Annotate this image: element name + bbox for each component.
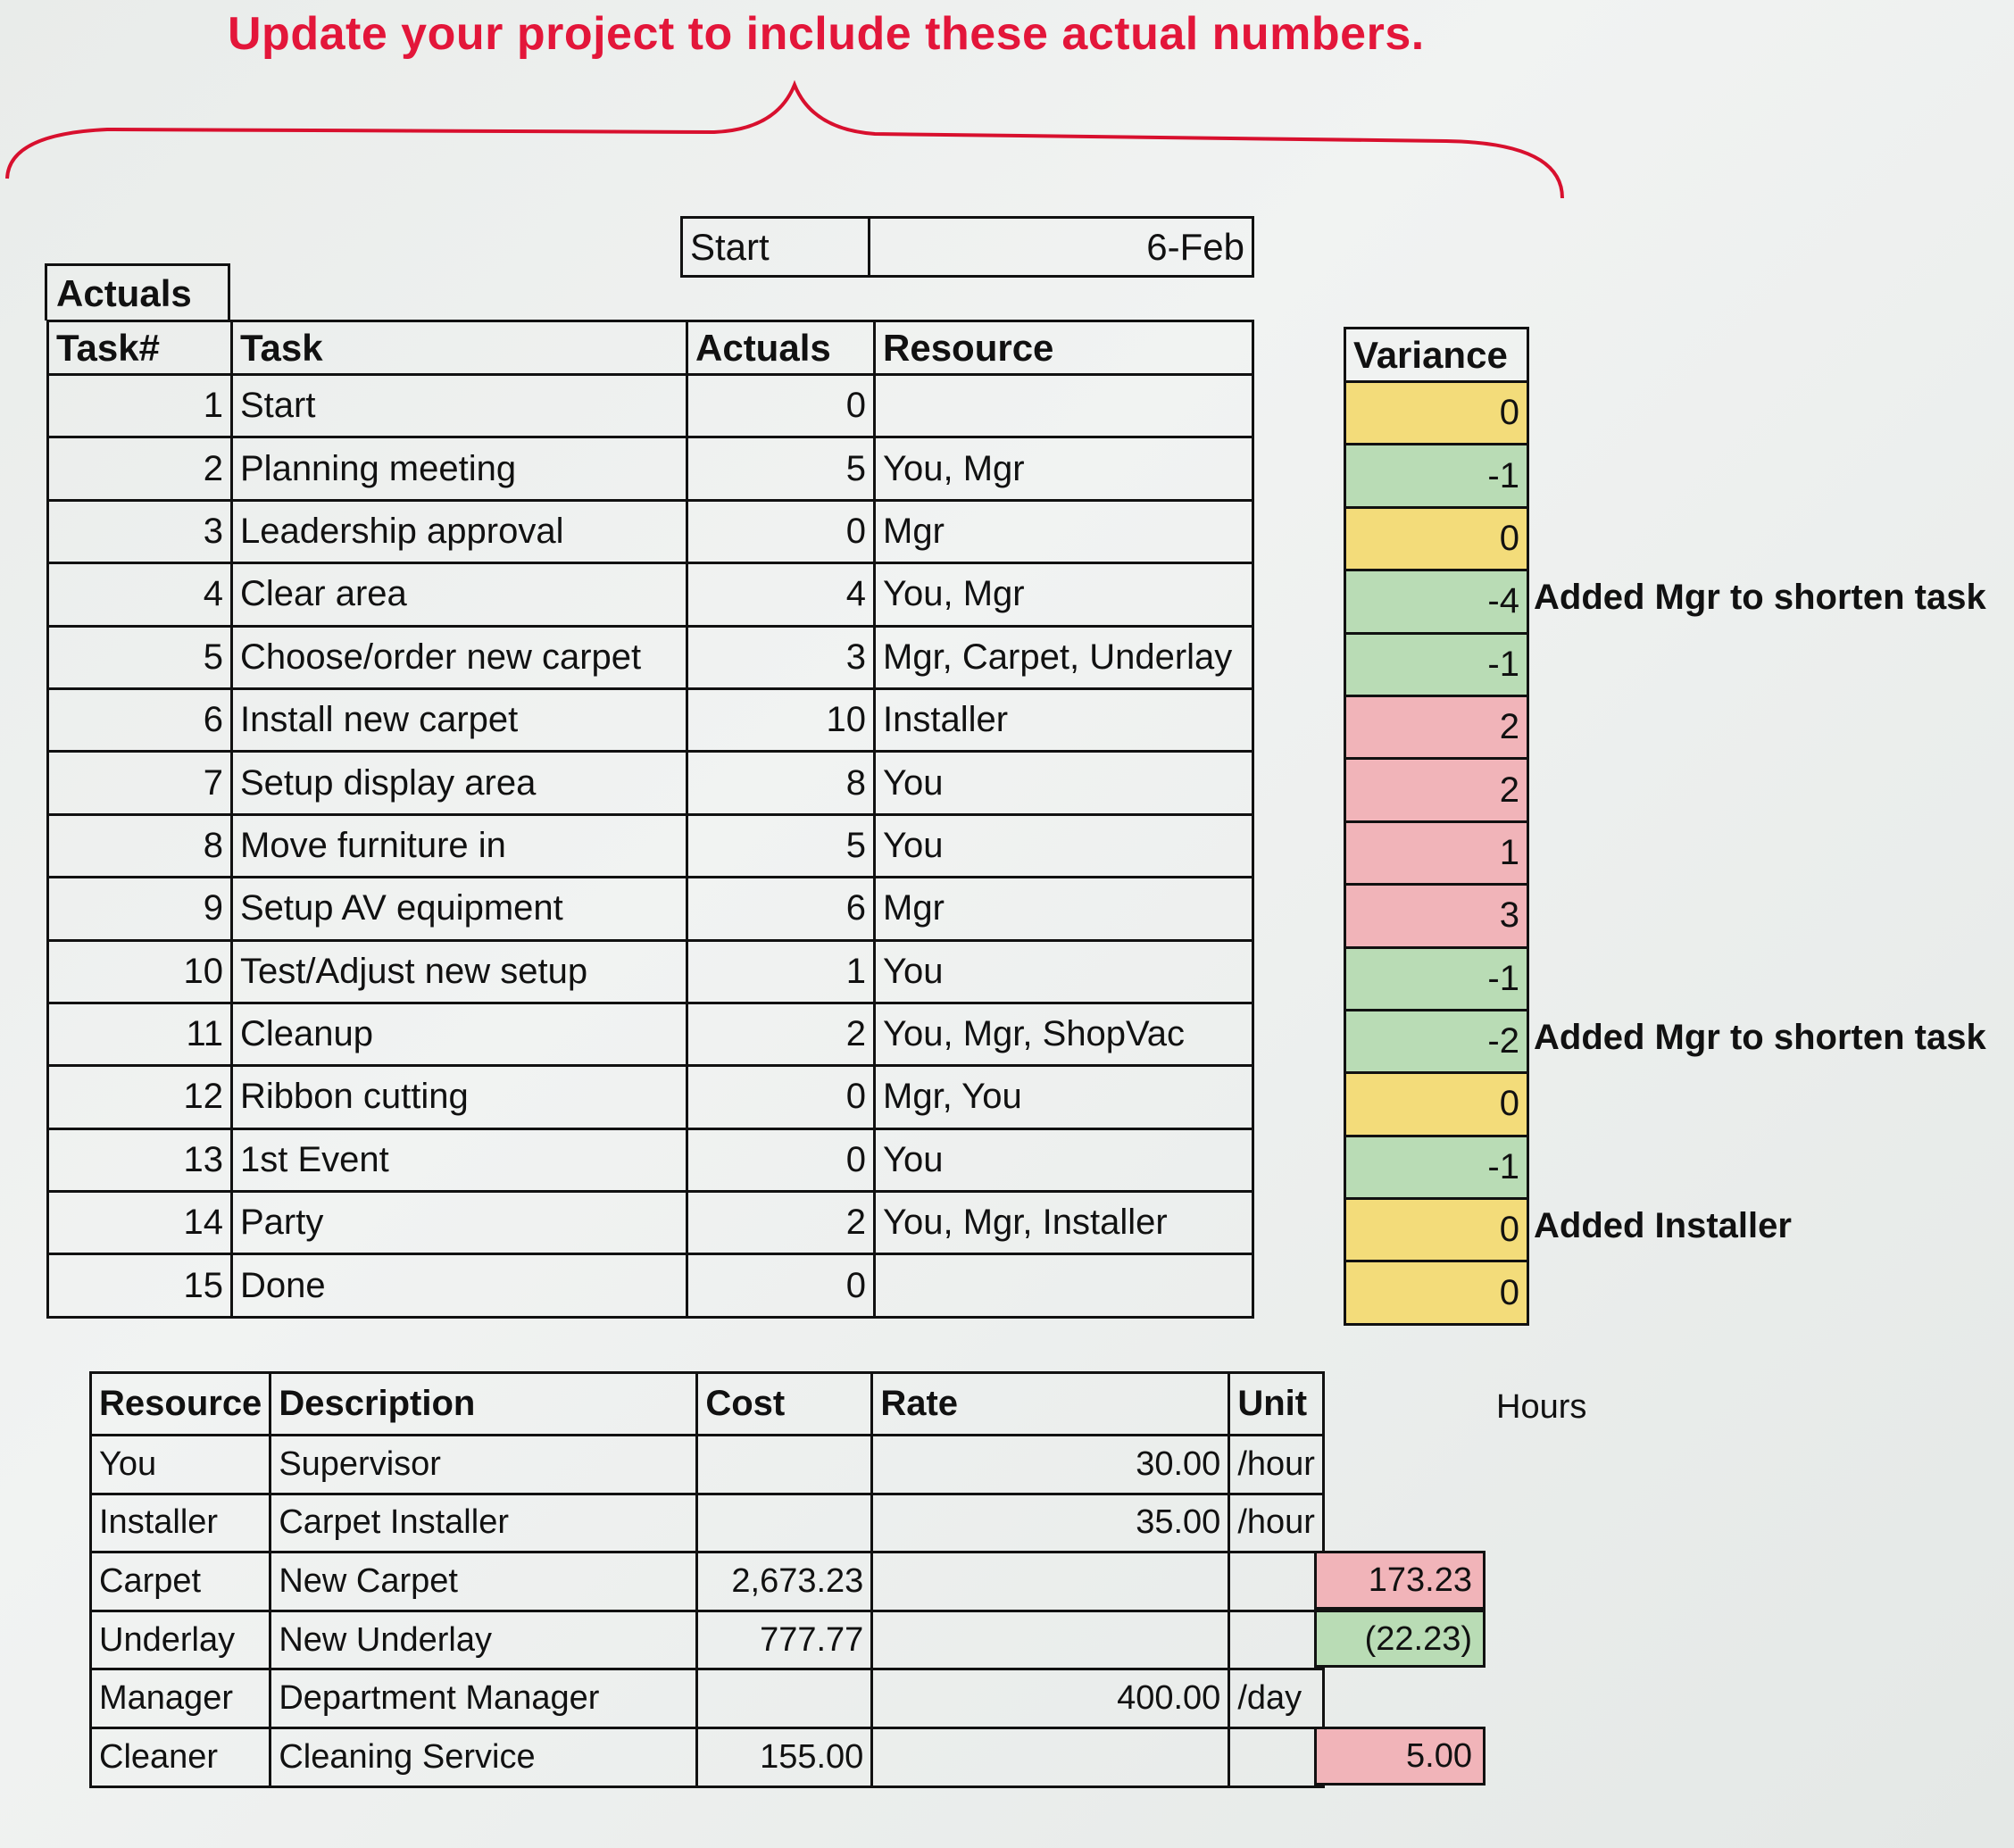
task-number: 15 xyxy=(48,1254,232,1317)
task-number: 8 xyxy=(48,814,232,877)
task-name: Done xyxy=(232,1254,687,1317)
task-resource: Mgr xyxy=(875,878,1253,940)
header-actuals: Actuals xyxy=(687,321,875,375)
task-actuals: 5 xyxy=(687,814,875,877)
task-resource: Mgr xyxy=(875,500,1253,562)
resource-description: Supervisor xyxy=(270,1436,697,1494)
task-row xyxy=(48,437,1253,500)
task-row xyxy=(48,688,1253,751)
cost-variance-cell: 5.00 xyxy=(1314,1727,1486,1786)
resource-unit xyxy=(1229,1611,1324,1669)
task-row xyxy=(48,814,1253,877)
actuals-section-label: Actuals xyxy=(45,263,230,320)
hours-label: Hours xyxy=(1496,1388,1587,1426)
task-number: 14 xyxy=(48,1192,232,1254)
resource-row xyxy=(91,1669,1324,1728)
task-number: 7 xyxy=(48,752,232,814)
task-number: 10 xyxy=(48,940,232,1003)
task-name: Choose/order new carpet xyxy=(232,626,687,688)
variance-value: 0 xyxy=(1345,1073,1528,1136)
task-resource: You, Mgr, ShopVac xyxy=(875,1003,1253,1065)
header-cost: Cost xyxy=(697,1373,872,1436)
task-row xyxy=(48,626,1253,688)
task-resource: You xyxy=(875,814,1253,877)
variance-value: 1 xyxy=(1345,821,1528,884)
start-label: Start xyxy=(682,218,870,277)
resource-description: Carpet Installer xyxy=(270,1494,697,1552)
task-name: Move furniture in xyxy=(232,814,687,877)
task-name: Ribbon cutting xyxy=(232,1066,687,1128)
resource-name: You xyxy=(91,1436,270,1494)
variance-row xyxy=(1345,1010,1528,1072)
task-resource xyxy=(875,1254,1253,1317)
resource-table-header xyxy=(91,1373,1324,1436)
task-number: 9 xyxy=(48,878,232,940)
variance-row xyxy=(1345,695,1528,758)
resource-table xyxy=(89,1371,1325,1788)
task-row xyxy=(48,878,1253,940)
header-resource-name: Resource xyxy=(91,1373,270,1436)
cost-variance-cell: 173.23 xyxy=(1314,1551,1486,1610)
task-actuals: 6 xyxy=(687,878,875,940)
task-name: Setup AV equipment xyxy=(232,878,687,940)
task-resource xyxy=(875,375,1253,437)
resource-name: Underlay xyxy=(91,1611,270,1669)
resource-rate xyxy=(872,1552,1229,1611)
resource-unit: /hour xyxy=(1229,1494,1324,1552)
variance-value: 0 xyxy=(1345,507,1528,570)
task-name: Leadership approval xyxy=(232,500,687,562)
resource-rate: 400.00 xyxy=(872,1669,1229,1728)
variance-value: -1 xyxy=(1345,445,1528,507)
task-row xyxy=(48,1066,1253,1128)
start-date: 6-Feb xyxy=(870,218,1253,277)
variance-row xyxy=(1345,1261,1528,1324)
task-name: Clear area xyxy=(232,563,687,626)
resource-rate: 30.00 xyxy=(872,1436,1229,1494)
task-number: 4 xyxy=(48,563,232,626)
variance-row xyxy=(1345,570,1528,633)
task-resource: You, Mgr, Installer xyxy=(875,1192,1253,1254)
task-actuals: 1 xyxy=(687,940,875,1003)
variance-value: -2 xyxy=(1345,1010,1528,1072)
resource-row xyxy=(91,1436,1324,1494)
resource-cost xyxy=(697,1669,872,1728)
task-actuals: 2 xyxy=(687,1003,875,1065)
variance-table xyxy=(1344,327,1529,1326)
variance-value: 2 xyxy=(1345,759,1528,821)
task-name: 1st Event xyxy=(232,1128,687,1191)
task-resource: You, Mgr xyxy=(875,563,1253,626)
task-row xyxy=(48,375,1253,437)
task-actuals: 0 xyxy=(687,375,875,437)
task-row xyxy=(48,500,1253,562)
variance-value: 0 xyxy=(1345,1199,1528,1261)
resource-unit: /day xyxy=(1229,1669,1324,1728)
variance-row xyxy=(1345,885,1528,947)
task-actuals: 8 xyxy=(687,752,875,814)
task-actuals: 0 xyxy=(687,1254,875,1317)
brace-graphic xyxy=(0,0,2014,232)
variance-value: -1 xyxy=(1345,633,1528,695)
variance-value: 0 xyxy=(1345,382,1528,445)
task-resource: Mgr, You xyxy=(875,1066,1253,1128)
header-description: Description xyxy=(270,1373,697,1436)
resource-row xyxy=(91,1552,1324,1611)
variance-value: -1 xyxy=(1345,1136,1528,1198)
task-number: 2 xyxy=(48,437,232,500)
variance-row xyxy=(1345,507,1528,570)
task-actuals: 10 xyxy=(687,688,875,751)
header-task-no: Task# xyxy=(48,321,232,375)
resource-unit: /hour xyxy=(1229,1436,1324,1494)
task-resource: You, Mgr xyxy=(875,437,1253,500)
header-rate: Rate xyxy=(872,1373,1229,1436)
task-name: Planning meeting xyxy=(232,437,687,500)
task-number: 6 xyxy=(48,688,232,751)
task-name: Start xyxy=(232,375,687,437)
task-row xyxy=(48,940,1253,1003)
variance-note: Added Installer xyxy=(1534,1206,1792,1246)
variance-row xyxy=(1345,633,1528,695)
header-unit: Unit xyxy=(1229,1373,1324,1436)
resource-description: New Carpet xyxy=(270,1552,697,1611)
task-number: 3 xyxy=(48,500,232,562)
resource-cost: 155.00 xyxy=(697,1727,872,1786)
start-date-box xyxy=(680,216,1254,278)
resource-cost: 777.77 xyxy=(697,1611,872,1669)
task-number: 5 xyxy=(48,626,232,688)
task-number: 1 xyxy=(48,375,232,437)
resource-cost xyxy=(697,1436,872,1494)
task-name: Test/Adjust new setup xyxy=(232,940,687,1003)
variance-note: Added Mgr to shorten task xyxy=(1534,1018,1986,1057)
resource-name: Carpet xyxy=(91,1552,270,1611)
header-task: Task xyxy=(232,321,687,375)
variance-row xyxy=(1345,382,1528,445)
resource-cost xyxy=(697,1494,872,1552)
variance-value: 0 xyxy=(1345,1261,1528,1324)
cost-variance-cell: (22.23) xyxy=(1314,1610,1486,1669)
task-number: 12 xyxy=(48,1066,232,1128)
task-actuals: 2 xyxy=(687,1192,875,1254)
variance-row xyxy=(1345,1073,1528,1136)
variance-value: 2 xyxy=(1345,695,1528,758)
resource-unit xyxy=(1229,1727,1324,1786)
task-name: Party xyxy=(232,1192,687,1254)
resource-name: Installer xyxy=(91,1494,270,1552)
resource-unit xyxy=(1229,1552,1324,1611)
variance-row xyxy=(1345,759,1528,821)
task-row xyxy=(48,1254,1253,1317)
variance-row xyxy=(1345,445,1528,507)
task-row xyxy=(48,1192,1253,1254)
task-number: 11 xyxy=(48,1003,232,1065)
resource-rate xyxy=(872,1611,1229,1669)
variance-row xyxy=(1345,821,1528,884)
resource-cost: 2,673.23 xyxy=(697,1552,872,1611)
resource-name: Cleaner xyxy=(91,1727,270,1786)
instruction-heading: Update your project to include these actual numbers. xyxy=(228,8,1425,60)
resource-name: Manager xyxy=(91,1669,270,1728)
task-actuals: 5 xyxy=(687,437,875,500)
task-row xyxy=(48,1128,1253,1191)
variance-value: -4 xyxy=(1345,570,1528,633)
task-resource: Installer xyxy=(875,688,1253,751)
task-row xyxy=(48,563,1253,626)
task-resource: You xyxy=(875,752,1253,814)
variance-row xyxy=(1345,1136,1528,1198)
variance-value: -1 xyxy=(1345,947,1528,1010)
task-name: Install new carpet xyxy=(232,688,687,751)
task-actuals: 0 xyxy=(687,1128,875,1191)
resource-rate xyxy=(872,1727,1229,1786)
variance-row xyxy=(1345,947,1528,1010)
variance-value: 3 xyxy=(1345,885,1528,947)
header-resource: Resource xyxy=(875,321,1253,375)
resource-description: New Underlay xyxy=(270,1611,697,1669)
task-name: Cleanup xyxy=(232,1003,687,1065)
task-row xyxy=(48,752,1253,814)
task-name: Setup display area xyxy=(232,752,687,814)
task-actuals: 4 xyxy=(687,563,875,626)
task-actuals: 3 xyxy=(687,626,875,688)
task-number: 13 xyxy=(48,1128,232,1191)
task-actuals-table xyxy=(46,320,1254,1319)
task-actuals: 0 xyxy=(687,1066,875,1128)
task-resource: Mgr, Carpet, Underlay xyxy=(875,626,1253,688)
resource-row xyxy=(91,1727,1324,1786)
variance-row xyxy=(1345,1199,1528,1261)
resource-row xyxy=(91,1494,1324,1552)
task-resource: You xyxy=(875,940,1253,1003)
resource-description: Department Manager xyxy=(270,1669,697,1728)
task-table-header xyxy=(48,321,1253,375)
variance-note: Added Mgr to shorten task xyxy=(1534,578,1986,618)
task-resource: You xyxy=(875,1128,1253,1191)
header-variance: Variance xyxy=(1345,329,1528,382)
resource-rate: 35.00 xyxy=(872,1494,1229,1552)
task-actuals: 0 xyxy=(687,500,875,562)
task-row xyxy=(48,1003,1253,1065)
resource-row xyxy=(91,1611,1324,1669)
resource-description: Cleaning Service xyxy=(270,1727,697,1786)
